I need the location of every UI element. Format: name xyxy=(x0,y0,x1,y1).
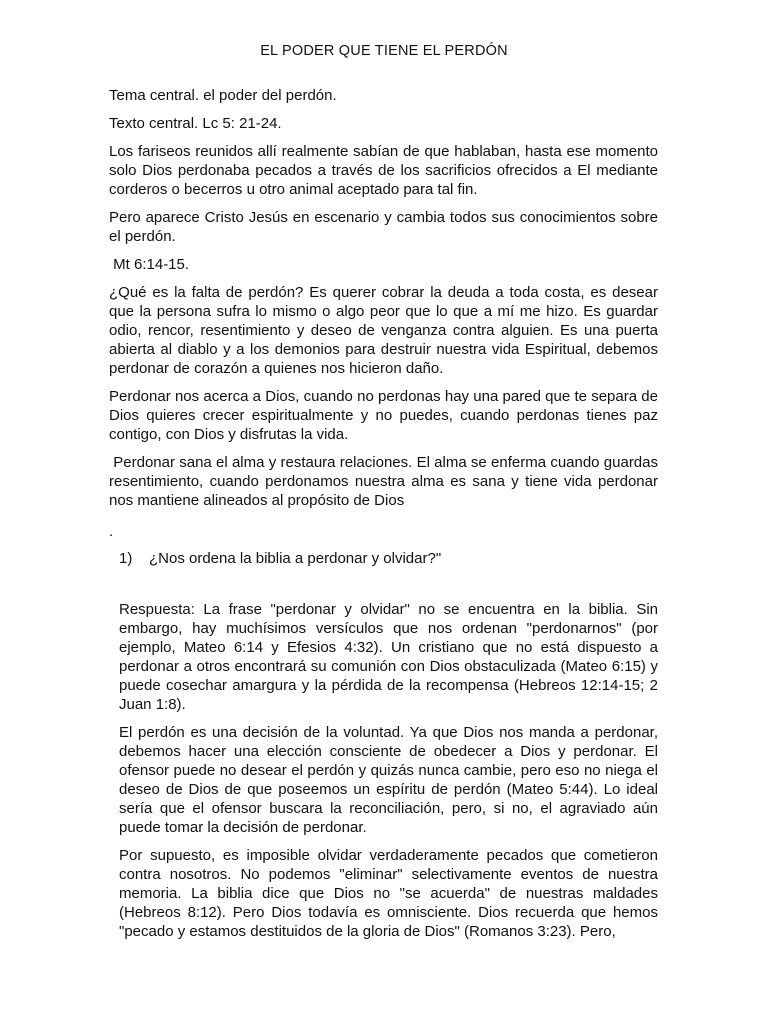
answer-paragraph-respuesta: Respuesta: La frase "perdonar y olvidar" no se encuentra en la biblia. Sin embargo, hay muchísimos versículos que nos ordenan "perdonarnos" (por ejemplo, Mateo 6:14 y Efesios 4:32). Un cristiano que no está dispuesto a perdonar a otros encontrará su comunión con Dios obstaculizada (Mateo 6:15) y puede cosechar amargura y la pérdida de la recompensa (Hebreos 12:14-15; 2 Juan 1:8). xyxy=(119,601,658,713)
question-number: 1) xyxy=(119,550,133,567)
question-text: ¿Nos ordena la biblia a perdonar y olvidar?" xyxy=(149,550,442,567)
dot-line: . xyxy=(109,523,114,540)
document-body xyxy=(109,86,663,950)
answer-paragraph-olvidar: Por supuesto, es imposible olvidar verdaderamente pecados que cometieron contra nosotros. No podemos "eliminar" selectivamente eventos de nuestra memoria. La biblia dice que Dios no "se acuerda" de nuestras maldades (Hebreos 8:12). Pero Dios todavía es omnisciente. Dios recuerda que hemos "pecado y estamos destituidos de la gloria de Dios" (Romanos 3:23). Pero, xyxy=(119,847,658,940)
reference-line: Mt 6:14-15. xyxy=(109,256,190,273)
tema-line: Tema central. el poder del perdón. xyxy=(109,87,337,104)
paragraph-cristo: Pero aparece Cristo Jesús en escenario y cambia todos sus conocimientos sobre el perdón. xyxy=(109,209,658,245)
paragraph-acerca-dios: Perdonar nos acerca a Dios, cuando no perdonas hay una pared que te separa de Dios quieres crecer espiritualmente y no puedes, cuando perdonas tienes paz contigo, con Dios y disfrutas la vida. xyxy=(109,388,658,443)
paragraph-fariseos: Los fariseos reunidos allí realmente sabían de que hablaban, hasta ese momento solo Dios perdonaba pecados a través de los sacrificios ofrecidos a El mediante corderos o becerros u otro animal aceptado para tal fin. xyxy=(109,143,658,198)
question-item xyxy=(119,549,658,568)
answer-paragraph-voluntad: El perdón es una decisión de la voluntad. Ya que Dios nos manda a perdonar, debemos hacer una elección consciente de obedecer a Dios y perdonar. El ofensor puede no desear el perdón y quizás nunca cambie, pero eso no niega el deseo de Dios de que poseemos un espíritu de perdón (Mateo 5:44). Lo ideal sería que el ofensor buscara la reconciliación, pero, si no, el agraviado aún puede tomar la decisión de perdonar. xyxy=(119,724,658,836)
paragraph-sana-alma: Perdonar sana el alma y restaura relaciones. El alma se enferma cuando guardas resentimiento, cuando perdonamos nuestra alma es sana y tiene vida perdonar nos mantiene alineados al propósito de Dios xyxy=(109,454,663,509)
texto-line: Texto central. Lc 5: 21-24. xyxy=(109,115,282,132)
document-title: EL PODER QUE TIENE EL PERDÓN xyxy=(260,43,508,59)
paragraph-falta-perdon: ¿Qué es la falta de perdón? Es querer cobrar la deuda a toda costa, es desear que la persona sufra lo mismo o algo peor que lo que a mí me hizo. Es guardar odio, rencor, resentimiento y deseo de venganza contra alguien. Es una puerta abierta al diablo y a los demonios para destruir nuestra vida Espiritual, debemos perdonar de corazón a quienes nos hicieron daño. xyxy=(109,284,658,377)
